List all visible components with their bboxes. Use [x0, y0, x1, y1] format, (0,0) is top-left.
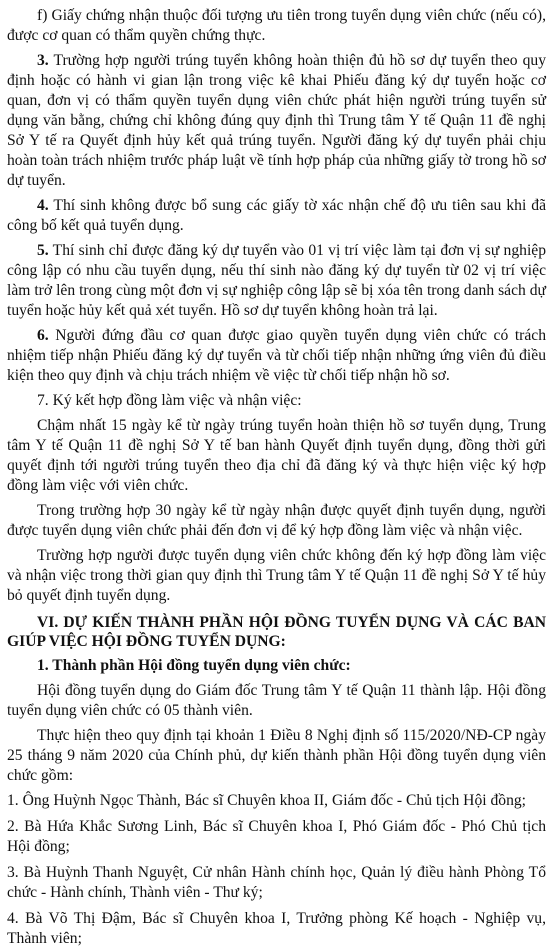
- subsection-1-paragraph-1: Hội đồng tuyển dụng do Giám đốc Trung tâm Y tế Quận 11 thành lập. Hội đồng tuyển dụng viên chức có 05 thành viên.: [7, 682, 546, 719]
- item-5-text: Thí sinh chỉ được đăng ký dự tuyển vào 01 vị trí việc làm tại đơn vị sự nghiệp công lập có nhu cầu tuyển dụng, nếu thí sinh nào đăng ký dự tuyển từ 02 vị trí việc làm trở lên trong cùng một đơn vị sự nghiệp công lập sẽ bị xóa tên trong danh sách dự tuyển hoặc hủy kết quả xét tuyển. Hồ sơ dự tuyển không hoàn trả lại.: [7, 242, 546, 319]
- council-member-4: 4. Bà Võ Thị Đậm, Bác sĩ Chuyên khoa I, Trưởng phòng Kế hoạch - Nghiệp vụ, Thành viên;: [7, 910, 546, 947]
- council-member-2: 2. Bà Hứa Khắc Sương Linh, Bác sĩ Chuyên khoa I, Phó Giám đốc - Phó Chủ tịch Hội đồng;: [7, 818, 546, 855]
- paragraph-item-6: [7, 326, 546, 386]
- paragraph-item-4: [7, 196, 546, 236]
- section-vi-heading: VI. DỰ KIẾN THÀNH PHẦN HỘI ĐỒNG TUYỂN DỤNG VÀ CÁC BAN GIÚP VIỆC HỘI ĐỒNG TUYỂN DỤNG:: [7, 614, 546, 650]
- subsection-1-heading: 1. Thành phần Hội đồng tuyển dụng viên chức:: [37, 657, 351, 674]
- item-4-number: 4.: [37, 197, 49, 214]
- item-7-paragraph-2: Trong trường hợp 30 ngày kể từ ngày nhận được quyết định tuyển dụng, người được tuyển dụng viên chức phải đến đơn vị để ký hợp đồng làm việc và nhận việc.: [7, 502, 546, 539]
- paragraph-item-5: [7, 241, 546, 321]
- item-4-text: Thí sinh không được bổ sung các giấy tờ xác nhận chế độ ưu tiên sau khi đã công bố kết quả tuyển dụng.: [7, 197, 546, 234]
- paragraph-item-f: f) Giấy chứng nhận thuộc đối tượng ưu tiên trong tuyển dụng viên chức (nếu có), được cơ quan có thẩm quyền chứng thực.: [7, 7, 546, 44]
- council-member-1: 1. Ông Huỳnh Ngọc Thành, Bác sĩ Chuyên khoa II, Giám đốc - Chủ tịch Hội đồng;: [7, 792, 526, 809]
- item-6-text: Người đứng đầu cơ quan được giao quyền tuyển dụng viên chức có trách nhiệm tiếp nhận Phiếu đăng ký dự tuyển và từ chối tiếp nhận những ứng viên đủ điều kiện theo quy định và chịu trách nhiệm về việc từ chối tiếp nhận hồ sơ.: [7, 327, 546, 384]
- paragraph-item-3: [7, 51, 546, 191]
- item-7-paragraph-3: Trường hợp người được tuyển dụng viên chức không đến ký hợp đồng làm việc và nhận việc trong thời gian quy định thì Trung tâm Y tế Quận 11 đề nghị Sở Y tế hủy bỏ quyết định tuyển dụng.: [7, 547, 546, 604]
- item-3-number: 3.: [37, 52, 49, 69]
- item-7-paragraph-1: Chậm nhất 15 ngày kể từ ngày trúng tuyển hoàn thiện hồ sơ tuyển dụng, Trung tâm Y tế Quận 11 đề nghị Sở Y tế ban hành Quyết định tuyển dụng, đồng thời gửi quyết định tới người trúng tuyển theo địa chỉ đã đăng ký và thực hiện việc ký hợp đồng làm việc với viên chức.: [7, 417, 546, 494]
- council-member-3: 3. Bà Huỳnh Thanh Nguyệt, Cử nhân Hành chính học, Quản lý điều hành Phòng Tổ chức - Hành chính, Thành viên - Thư ký;: [7, 864, 546, 901]
- item-3-text: Trường hợp người trúng tuyển không hoàn thiện đủ hồ sơ dự tuyển theo quy định hoặc có hành vi gian lận trong việc kê khai Phiếu đăng ký dự tuyển hoặc cơ quan, đơn vị có thẩm quyền tuyển dụng viên chức phát hiện người trúng tuyển sử dụng văn bằng, chứng chỉ không đúng quy định thì Trung tâm Y tế Quận 11 đề nghị Sở Y tế ra Quyết định hủy kết quả trúng tuyển. Người đăng ký dự tuyển phải chịu hoàn toàn trách nhiệm trước pháp luật về tính hợp pháp của những giấy tờ trong hồ sơ dự tuyển.: [7, 52, 546, 189]
- item-6-number: 6.: [37, 327, 49, 344]
- subsection-1-paragraph-2: Thực hiện theo quy định tại khoản 1 Điều 8 Nghị định số 115/2020/NĐ-CP ngày 25 tháng 9 năm 2020 của Chính phủ, dự kiến thành phần Hội đồng tuyển dụng viên chức gồm:: [7, 727, 546, 784]
- item-5-number: 5.: [37, 242, 49, 259]
- item-7-heading: 7. Ký kết hợp đồng làm việc và nhận việc:: [37, 392, 302, 409]
